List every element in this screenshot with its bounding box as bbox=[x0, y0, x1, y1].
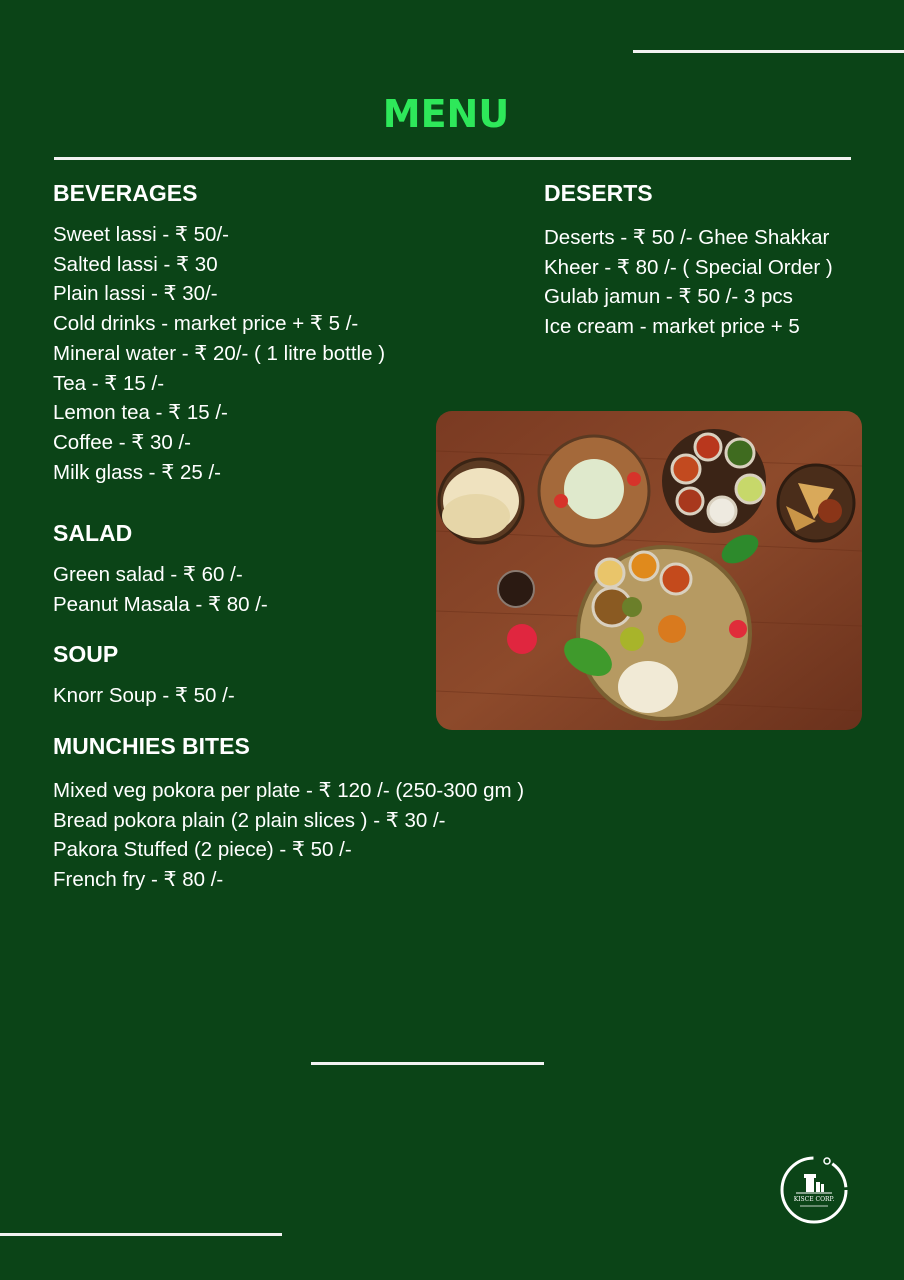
deserts-heading: DESERTS bbox=[544, 180, 653, 206]
list-item: French fry - ₹ 80 /- bbox=[53, 868, 224, 892]
beverages-list bbox=[53, 220, 385, 487]
list-item: Plain lassi - ₹ 30/- bbox=[53, 282, 218, 306]
deserts-list bbox=[544, 223, 833, 342]
list-item: Milk glass - ₹ 25 /- bbox=[53, 460, 221, 484]
list-item: Bread pokora plain (2 plain slices ) - ₹ 30 /- bbox=[53, 808, 446, 832]
list-item: Lemon tea - ₹ 15 /- bbox=[53, 401, 228, 425]
list-item: Cold drinks - market price + ₹ 5 /- bbox=[53, 312, 359, 336]
top-right-divider bbox=[633, 50, 904, 53]
list-item: Gulab jamun - ₹ 50 /- 3 pcs bbox=[544, 285, 793, 309]
list-item: Ice cream - market price + 5 bbox=[544, 315, 800, 339]
beverages-heading: BEVERAGES bbox=[53, 180, 198, 206]
list-item: Salted lassi - ₹ 30 bbox=[53, 252, 218, 276]
salad-heading: SALAD bbox=[53, 520, 133, 546]
list-item: Mineral water - ₹ 20/- ( 1 litre bottle ) bbox=[53, 341, 386, 365]
thali-food-photo bbox=[436, 411, 862, 730]
munchies-heading: MUNCHIES BITES bbox=[53, 733, 250, 759]
list-item: Kheer - ₹ 80 /- ( Special Order ) bbox=[544, 255, 833, 279]
list-item: Pakora Stuffed (2 piece) - ₹ 50 /- bbox=[53, 838, 352, 862]
salad-list bbox=[53, 560, 268, 619]
page-title: MENU bbox=[382, 92, 510, 136]
list-item: Deserts - ₹ 50 /- Ghee Shakkar bbox=[544, 226, 830, 249]
bottom-left-divider bbox=[0, 1233, 282, 1236]
list-item: Sweet lassi - ₹ 50/- bbox=[53, 223, 229, 246]
list-item: Green salad - ₹ 60 /- bbox=[53, 563, 243, 586]
title-underline bbox=[54, 157, 851, 160]
list-item: Peanut Masala - ₹ 80 /- bbox=[53, 592, 268, 616]
soup-heading: SOUP bbox=[53, 641, 119, 667]
list-item: Tea - ₹ 15 /- bbox=[53, 371, 165, 395]
list-item: Coffee - ₹ 30 /- bbox=[53, 430, 192, 454]
footer-center-divider bbox=[311, 1062, 544, 1065]
list-item: Knorr Soup - ₹ 50 /- bbox=[53, 684, 235, 707]
soup-list bbox=[53, 681, 235, 711]
logo-name: KISCE CORP. bbox=[793, 1196, 835, 1203]
munchies-list bbox=[53, 776, 524, 895]
kisce-corp-logo bbox=[778, 1154, 850, 1226]
list-item: Mixed veg pokora per plate - ₹ 120 /- (250-300 gm ) bbox=[53, 779, 525, 802]
